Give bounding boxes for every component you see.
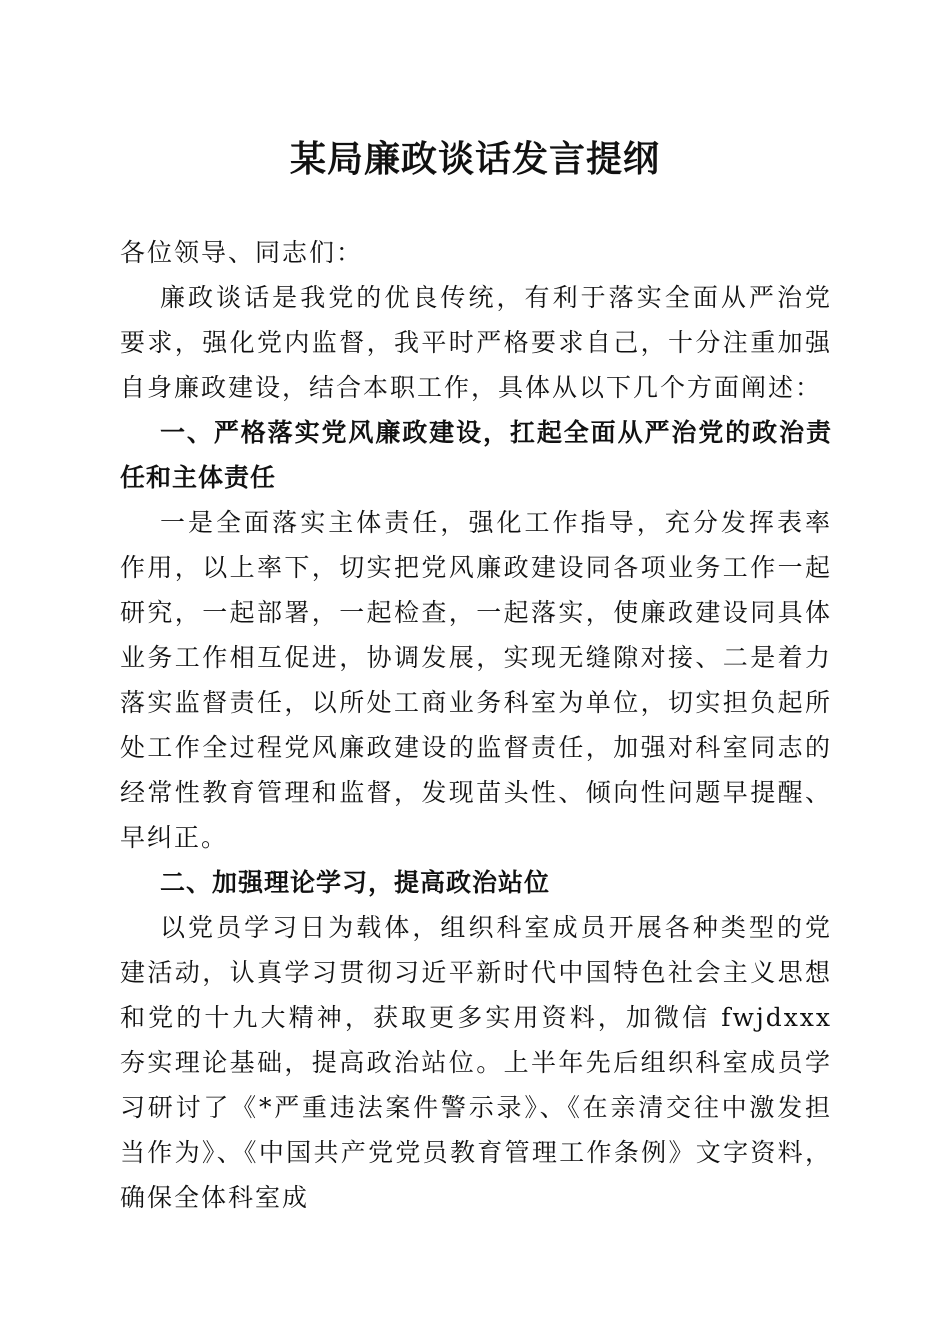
intro-paragraph: 廉政谈话是我党的优良传统，有利于落实全面从严治党要求，强化党内监督，我平时严格要求自己，十分注重加强自身廉政建设，结合本职工作，具体从以下几个方面阐述： [120, 283, 832, 402]
section-1-paragraph: 一是全面落实主体责任，强化工作指导，充分发挥表率作用，以上率下，切实把党风廉政建设同各项业务工作一起研究，一起部署，一起检查，一起落实，使廉政建设同具体业务工作相互促进，协调发展，实现无缝隙对接、二是着力落实监督责任，以所处工商业务科室为单位，切实担负起所处工作全过程党风廉政建设的监督责任，加强对科室同志的经常性教育管理和监督，发现苗头性、倾向性问题早提醒、早纠正。 [120, 508, 832, 852]
section-heading-1: 一、严格落实党风廉政建设，扛起全面从严治党的政治责任和主体责任 [120, 418, 832, 492]
salutation: 各位领导、同志们： [120, 238, 364, 267]
section-heading-2: 二、加强理论学习，提高政治站位 [160, 868, 551, 897]
document-title: 某局廉政谈话发言提纲 [289, 138, 660, 180]
section-2-paragraph: 以党员学习日为载体，组织科室成员开展各种类型的党建活动，认真学习贯彻习近平新时代中国特色社会主义思想和党的十九大精神，获取更多实用资料，加微信 fwjdxxx 夯实理论基础，提高政治站位。上半年先后组织科室成员学习研讨了《*严重违法案件警示录》、《在亲清交往中激发担当作为》、《中国共产党党员教育管理工作条例》文字资料，确保全体科室成 [120, 913, 832, 1212]
document-body [120, 230, 832, 1220]
